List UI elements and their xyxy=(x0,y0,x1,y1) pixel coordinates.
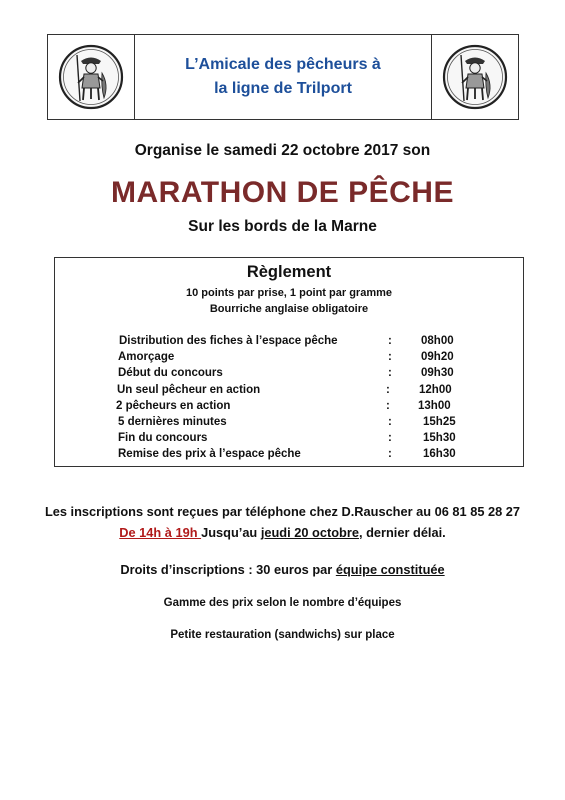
logo-left-cell xyxy=(48,35,135,119)
schedule-label: Remise des prix à l’espace pêche xyxy=(118,448,301,461)
schedule-row xyxy=(55,367,523,383)
schedule-row xyxy=(55,335,523,351)
schedule-separator: : xyxy=(388,432,392,445)
location-line: Sur les bords de la Marne xyxy=(188,218,377,235)
fisherman-logo-icon xyxy=(441,43,509,111)
schedule-time: 08h00 xyxy=(421,335,454,347)
rules-box xyxy=(54,257,524,467)
schedule-label: 5 dernières minutes xyxy=(118,415,227,428)
registration-deadline-line xyxy=(0,525,565,540)
fees-prefix: Droits d’inscriptions : 30 euros par xyxy=(120,562,336,577)
registration-until: Jusqu’au xyxy=(201,525,261,540)
schedule-row xyxy=(55,448,523,464)
registration-deadline-suffix: , dernier délai. xyxy=(358,525,446,540)
schedule-separator: : xyxy=(386,399,390,412)
registration-hours: De 14h à 19h xyxy=(119,525,202,540)
schedule-separator: : xyxy=(388,415,392,428)
schedule-separator: : xyxy=(386,383,390,396)
schedule-separator: : xyxy=(388,351,392,364)
schedule-time: 16h30 xyxy=(423,448,456,461)
club-name-line2: la ligne de Trilport xyxy=(214,80,352,97)
schedule-row xyxy=(55,432,523,448)
schedule-time: 12h00 xyxy=(419,383,452,396)
club-name xyxy=(135,35,431,119)
schedule-time: 15h30 xyxy=(423,432,456,445)
event-title: MARATHON DE PÊCHE xyxy=(111,176,454,209)
prizes-line: Gamme des prix selon le nombre d’équipes xyxy=(163,597,402,609)
schedule-label: Amorçage xyxy=(118,351,175,364)
header-box xyxy=(47,34,519,120)
schedule-separator: : xyxy=(388,335,392,347)
fees-line xyxy=(0,562,565,577)
schedule-row xyxy=(55,400,523,416)
rules-points: 10 points par prise, 1 point par gramme xyxy=(186,287,392,299)
intro-line: Organise le samedi 22 octobre 2017 son xyxy=(134,142,431,159)
rules-bourriche: Bourriche anglaise obligatoire xyxy=(209,303,369,315)
food-line: Petite restauration (sandwichs) sur place xyxy=(170,629,395,641)
schedule-time: 09h20 xyxy=(421,351,454,364)
schedule-row xyxy=(55,416,523,432)
rules-title: Règlement xyxy=(246,263,332,281)
fees-team: équipe constituée xyxy=(335,562,445,577)
schedule-row xyxy=(55,351,523,367)
logo-right-cell xyxy=(431,35,518,119)
club-name-line1: L’Amicale des pêcheurs à xyxy=(185,56,381,73)
schedule-separator: : xyxy=(388,448,392,461)
schedule-list xyxy=(55,335,523,465)
schedule-label: 2 pêcheurs en action xyxy=(116,399,231,412)
schedule-label: Distribution des fiches à l’espace pêche xyxy=(119,335,338,347)
schedule-row xyxy=(55,384,523,400)
registration-phone-line: Les inscriptions sont reçues par téléphone chez D.Rauscher au 06 81 85 28 27 xyxy=(44,504,521,519)
fisherman-logo-icon xyxy=(57,43,125,111)
schedule-label: Début du concours xyxy=(118,367,223,380)
schedule-time: 13h00 xyxy=(418,399,451,412)
registration-deadline-date: jeudi 20 octobre xyxy=(260,525,359,540)
schedule-label: Un seul pêcheur en action xyxy=(117,383,261,396)
schedule-time: 09h30 xyxy=(421,367,454,380)
schedule-label: Fin du concours xyxy=(118,432,208,445)
schedule-time: 15h25 xyxy=(423,415,456,428)
schedule-separator: : xyxy=(388,367,392,380)
